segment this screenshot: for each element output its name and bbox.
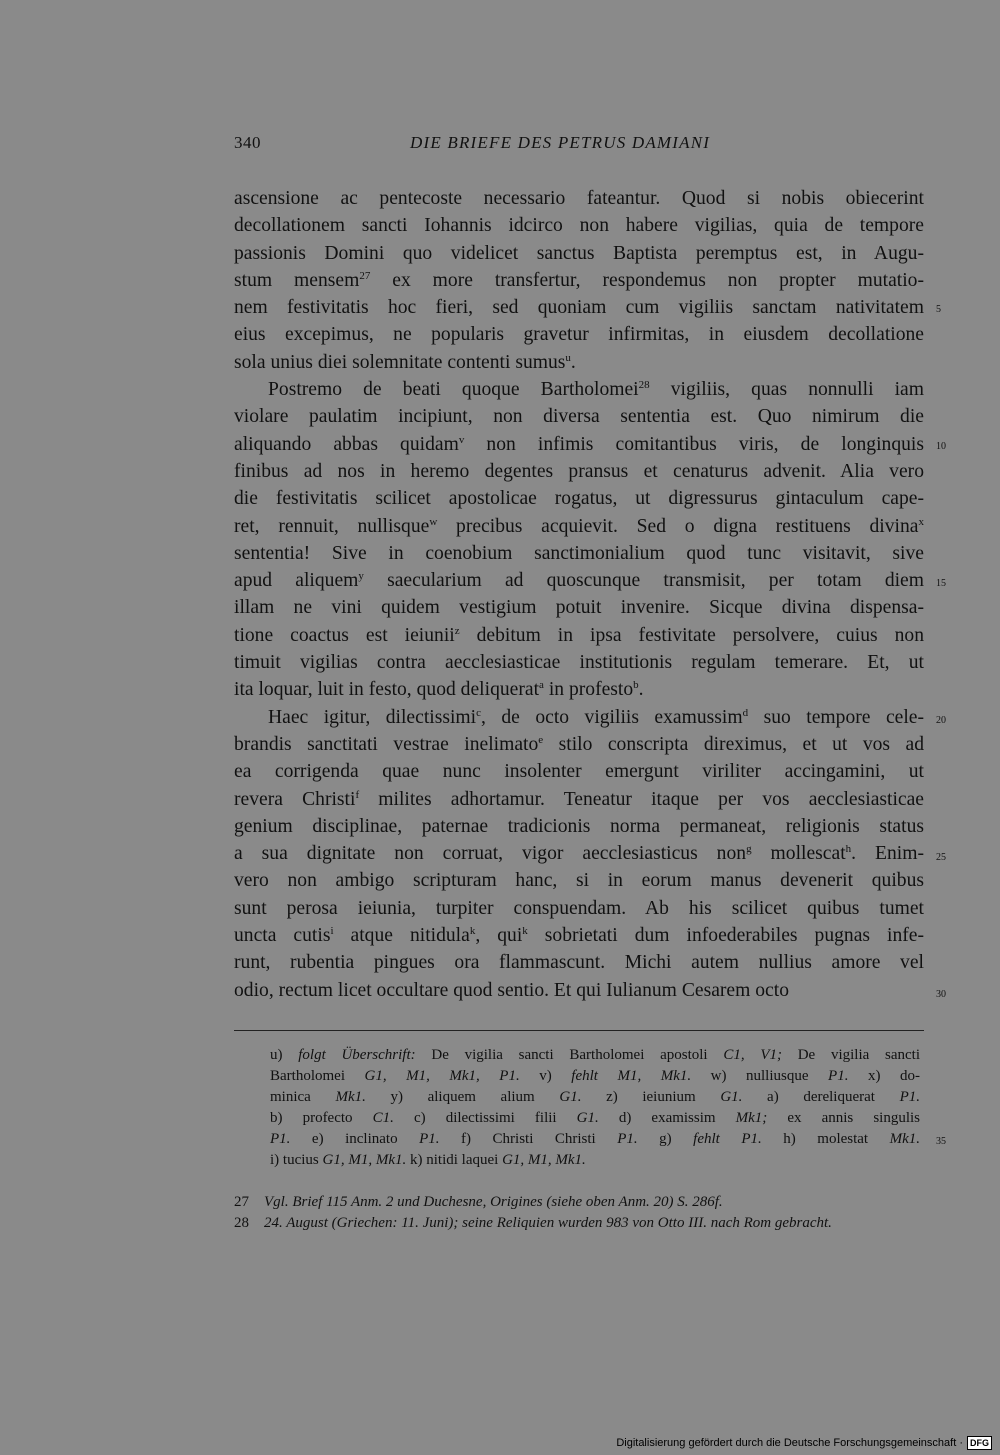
apparatus-rule xyxy=(234,1030,924,1031)
text-line: aliquando abbas quidam$^v$ non infimis comitantibus viris, de longinquis xyxy=(234,433,924,455)
apparatus-line: P1. e) inclinato P1. f) Christi Christi P1. g) fehlt P1. h) molestat Mk1. xyxy=(270,1131,921,1147)
text-line: Postremo de beati quoque Bartholomei$^{28}$ vigiliis, quas nonnulli iam xyxy=(268,379,924,401)
margin-line-number: 10 xyxy=(936,441,946,452)
footnote-marker: k xyxy=(522,925,528,938)
text-line: violare paulatim incipiunt, non diversa sententia est. Quo nimirum die xyxy=(234,406,924,428)
text-line: die festivitatis scilicet apostolicae rogatus, ut digressurus gintaculum cape- xyxy=(234,488,924,510)
text-line: sunt perosa ieiunia, turpiter conspuendam. Ab his scilicet quibus tumet xyxy=(234,897,924,919)
critical-apparatus xyxy=(270,1045,920,1171)
footer-credit xyxy=(616,1436,992,1450)
margin-line-number: 30 xyxy=(936,989,946,1000)
footnote xyxy=(234,1192,924,1213)
margin-line-number: 25 xyxy=(936,852,946,863)
footer-text: Digitalisierung gefördert durch die Deutsche Forschungsgemeinschaft · xyxy=(616,1437,963,1449)
apparatus-line: b) profecto C1. c) dilectissimi filii G1. d) examissim Mk1; ex annis singulis xyxy=(270,1110,921,1126)
text-line: a sua dignitate non corruat, vigor aecclesiasticus non$^g$ mollescat$^h$. Enim- xyxy=(234,843,924,865)
text-line: ea corrigenda quae nunc insolenter emergunt viriliter accingamini, ut xyxy=(234,761,924,783)
main-text xyxy=(234,185,924,1004)
text-line: sententia! Sive in coenobium sanctimonialium quod tunc visitavit, sive xyxy=(234,542,924,564)
footnote-marker: 28 xyxy=(638,379,650,392)
footnote-marker: g xyxy=(746,843,752,856)
text-line: passionis Domini quo videlicet sanctus Baptista peremptus est, in Augu- xyxy=(234,242,924,264)
dfg-logo: DFG xyxy=(967,1436,992,1450)
footnote-text: Vgl. Brief 115 Anm. 2 und Duchesne, Origines (siehe oben Anm. 20) S. 286f. xyxy=(264,1194,723,1210)
page-number: 340 xyxy=(234,133,261,152)
running-head: DIE BRIEFE DES PETRUS DAMIANI xyxy=(410,133,711,152)
text-line: uncta cutis$^i$ atque nitidula$^k$, qui$^k$ sobrietati dum infoederabiles pugnas infe- xyxy=(234,925,925,947)
footnote-marker: w xyxy=(429,515,438,528)
margin-line-number: 20 xyxy=(936,715,946,726)
footnote-marker: i xyxy=(330,925,334,938)
text-line: illam ne vini quidem vestigium potuit invenire. Sicque divina dispensa- xyxy=(234,597,924,619)
text-line: tione coactus est ieiunii$^z$ debitum in ipsa festivitate persolvere, cuius non xyxy=(234,624,924,646)
footnote-marker: y xyxy=(358,570,364,583)
text-line: ascensione ac pentecoste necessario fateantur. Quod si nobis obiecerint xyxy=(234,188,924,209)
text-line: revera Christi$^f$ milites adhortamur. Teneatur itaque per vos aecclesiasticae xyxy=(234,788,924,810)
text-line: timuit vigilias contra aecclesiasticae institutionis regulam temerare. Et, ut xyxy=(234,652,924,674)
footnote-marker: z xyxy=(454,624,460,637)
footnote-marker: a xyxy=(539,679,544,692)
footnote xyxy=(234,1213,924,1234)
footnote-marker: u xyxy=(565,351,571,364)
footnote-marker: v xyxy=(458,433,465,446)
text-line: decollationem sancti Iohannis idcirco non habere vigilias, quia de tempore xyxy=(234,215,924,237)
text-line: genium disciplinae, paternae tradicionis norma permaneat, religionis status xyxy=(234,815,924,837)
text-line: runt, rubentia pingues ora flammascunt. Michi autem nullius amore vel xyxy=(234,952,924,974)
footnotes xyxy=(234,1192,924,1234)
footnote-marker: b xyxy=(633,679,639,692)
text-line: sola unius diei solemnitate contenti sumus$^u$. xyxy=(234,351,576,373)
footnote-marker: h xyxy=(845,843,852,856)
text-line: vero non ambigo scripturam hanc, si in eorum manus devenerit quibus xyxy=(234,870,924,892)
footnote-text: 24. August (Griechen: 11. Juni); seine Reliquien wurden 983 von Otto III. nach Rom gebracht. xyxy=(264,1215,832,1231)
footnote-marker: d xyxy=(742,706,749,719)
text-line: odio, rectum licet occultare quod sentio. Et qui Iulianum Cesarem octo xyxy=(234,979,789,1001)
text-line: brandis sanctitati vestrae inelimato$^e$ stilo conscripta direximus, et ut vos ad xyxy=(234,733,925,755)
text-line: Haec igitur, dilectissimi$^c$, de octo vigiliis examussim$^d$ suo tempore cele- xyxy=(268,706,924,728)
apparatus-line: i) tucius G1, M1, Mk1. k) nitidi laquei G1, M1, Mk1. xyxy=(270,1152,586,1168)
text-line: stum mensem$^{27}$ ex more transfertur, respondemus non propter mutatio- xyxy=(234,269,924,291)
text-line: eius excepimus, ne popularis gravetur infirmitas, in eiusdem decollatione xyxy=(234,324,924,346)
text-line: apud aliquem$^y$ saecularium ad quoscunque transmisit, per totam diem xyxy=(234,570,924,592)
footnote-marker: 27 xyxy=(359,269,371,282)
footnote-marker: e xyxy=(538,733,544,746)
apparatus-line: minica Mk1. y) aliquem alium G1. z) ieiunium G1. a) dereliquerat P1. xyxy=(270,1089,921,1105)
footnote-marker: k xyxy=(469,925,476,938)
text-line: finibus ad nos in heremo degentes pransus et cenaturus advenit. Alia vero xyxy=(234,460,924,482)
text-line: ret, rennuit, nullisque$^w$ precibus acquievit. Sed o digna restituens divina$^x$ xyxy=(234,515,924,537)
footnote-number: 28 xyxy=(234,1215,249,1231)
footnote-marker: c xyxy=(476,706,481,719)
margin-line-number: 5 xyxy=(936,304,941,315)
margin-line-number: 35 xyxy=(936,1136,946,1147)
apparatus-line: Bartholomei G1, M1, Mk1, P1. v) fehlt M1, Mk1. w) nulliusque P1. x) do- xyxy=(270,1068,920,1084)
apparatus-line: u) folgt Überschrift: De vigilia sancti Bartholomei apostoli C1, V1; De vigilia sancti xyxy=(270,1047,920,1063)
footnote-marker: f xyxy=(355,788,360,801)
margin-line-number: 15 xyxy=(936,578,946,589)
text-line: ita loquar, luit in festo, quod deliquerat$^a$ in profesto$^b$. xyxy=(234,679,644,701)
footnote-number: 27 xyxy=(234,1194,249,1210)
footnote-marker: x xyxy=(918,515,924,528)
text-line: nem festivitatis hoc fieri, sed quoniam cum vigiliis sanctam nativitatem xyxy=(234,297,924,319)
